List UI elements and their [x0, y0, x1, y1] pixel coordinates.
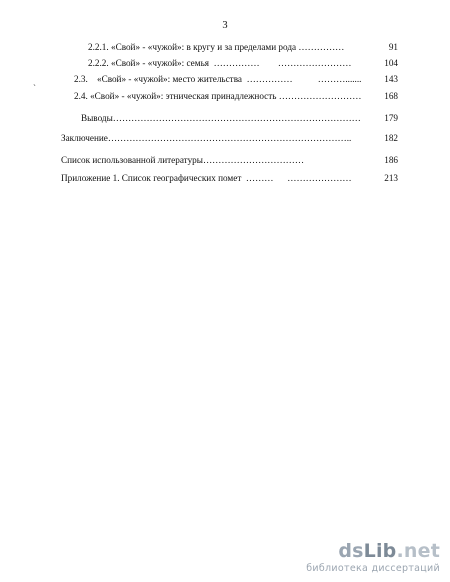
- toc-entry-page: 213: [384, 173, 398, 183]
- toc-entry-page: 168: [384, 91, 398, 101]
- dslib-watermark: [306, 541, 440, 574]
- toc-entry-page: 182: [384, 133, 398, 143]
- toc-entry-title: Заключение……………………………………………………………………..: [61, 133, 352, 143]
- page-number: 3: [222, 20, 228, 31]
- dslib-logo: dsLib.net: [338, 540, 440, 562]
- stray-mark: `: [33, 83, 36, 93]
- toc-entry-title: 2.2.2. «Свой» - «чужой»: семья …………… ……………………: [88, 58, 352, 68]
- toc-entry-page: 91: [388, 42, 398, 52]
- toc-entry-page: 104: [384, 58, 398, 68]
- toc-entry-page: 186: [384, 155, 398, 165]
- toc-entry-title: Список использованной литературы……………………………: [61, 155, 305, 165]
- toc-entry-title: Выводы………………………………………………………………………: [81, 113, 361, 123]
- toc-entry-title: 2.2.1. «Свой» - «чужой»: в кругу и за пределами рода ……………: [88, 42, 345, 52]
- toc-entry-title: 2.4. «Свой» - «чужой»: этническая принадлежность ………………………: [74, 91, 362, 101]
- toc-entry-page: 143: [384, 74, 398, 84]
- dslib-subtitle: библиотека диссертаций: [306, 563, 440, 574]
- toc-entry-title: 2.3. «Свой» - «чужой»: место жительства …………… ……….......: [74, 74, 362, 84]
- toc-entry-title: Приложение 1. Список географических помет ……… …………………: [61, 173, 352, 183]
- toc-entry-page: 179: [384, 113, 398, 123]
